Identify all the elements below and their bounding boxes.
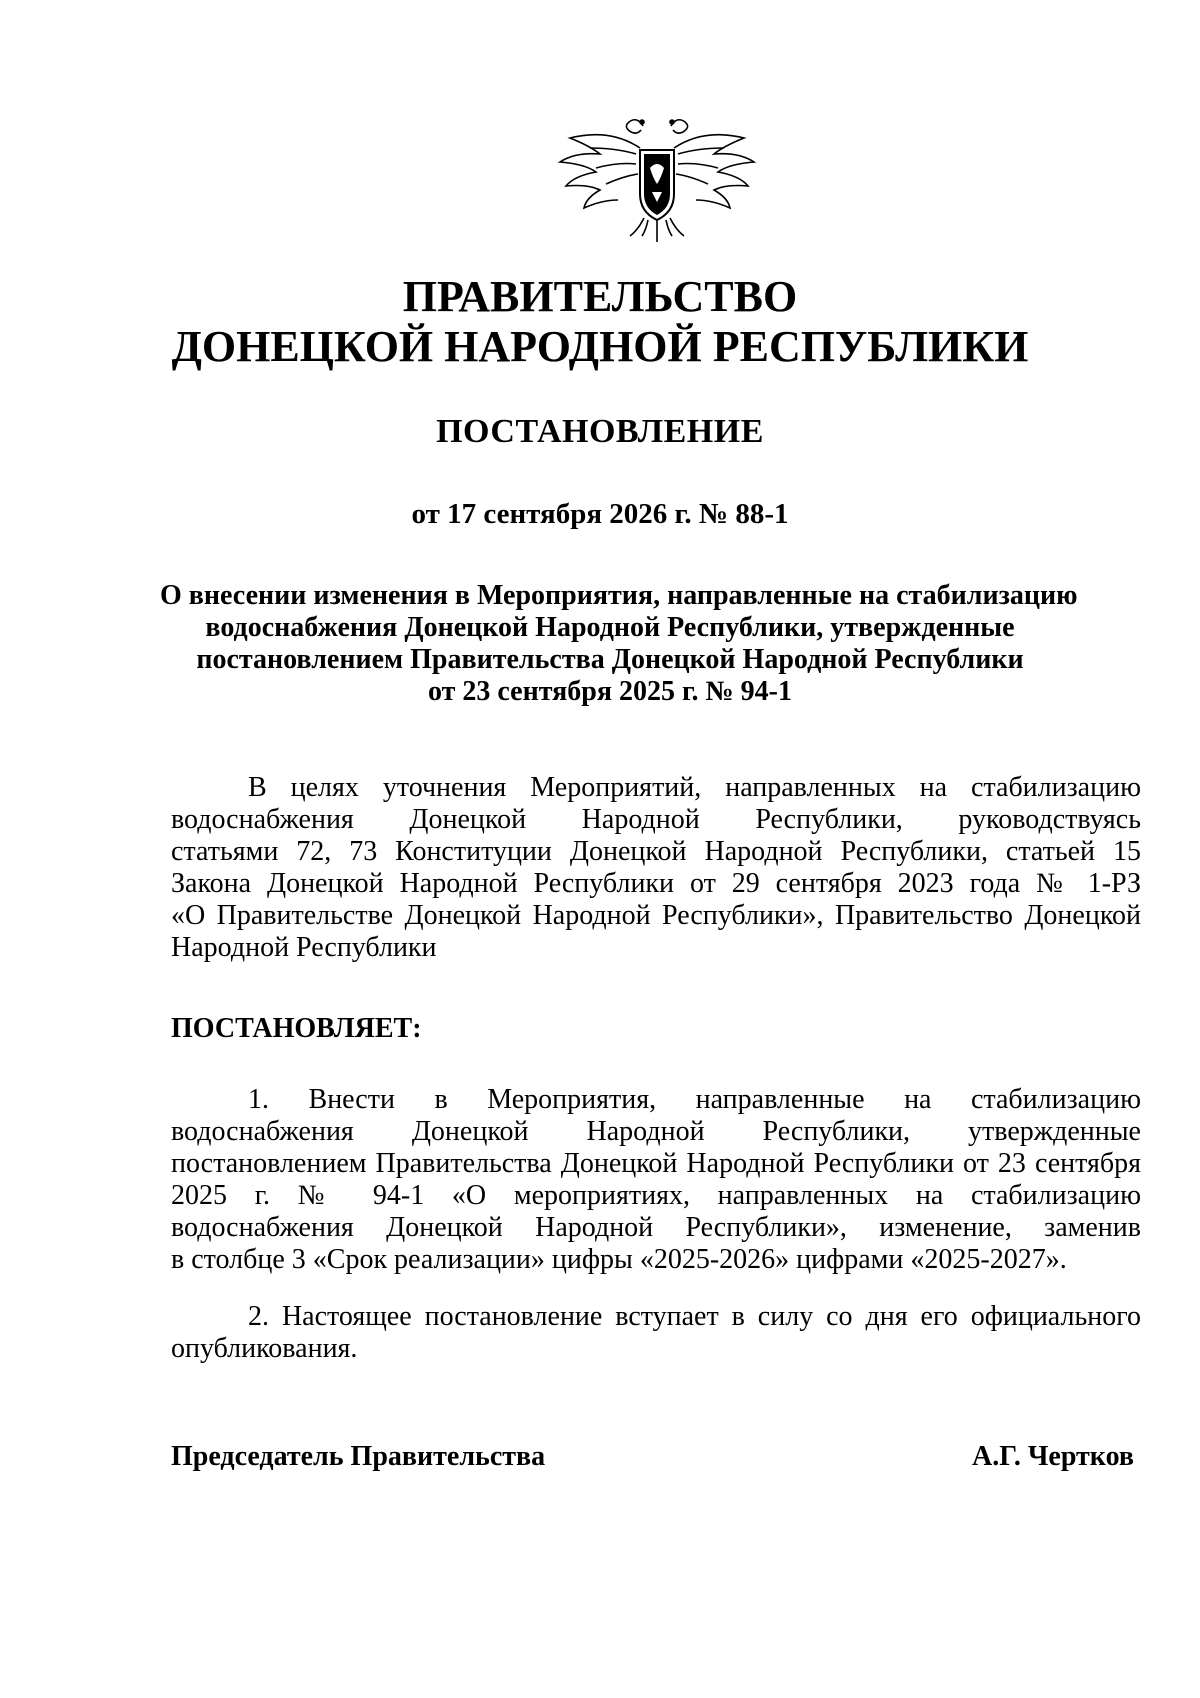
preamble-paragraph bbox=[171, 772, 1141, 964]
signatory-position: Председатель Правительства bbox=[171, 1441, 546, 1472]
item-line: водоснабжения Донецкой Народной Республики, утвержденные bbox=[171, 1116, 1141, 1147]
item-line: 1. Внести в Мероприятия, направленные на стабилизацию bbox=[248, 1084, 1141, 1115]
item-line: водоснабжения Донецкой Народной Республики», изменение, заменив bbox=[171, 1212, 1141, 1243]
preamble-line: В целях уточнения Мероприятий, направленных на стабилизацию bbox=[248, 772, 1141, 803]
item-line: постановлением Правительства Донецкой Народной Республики от 23 сентября bbox=[171, 1148, 1141, 1179]
document-date-number: от 17 сентября 2026 г. № 88-1 bbox=[411, 498, 789, 530]
item-line: 2. Настоящее постановление вступает в силу со дня его официального bbox=[248, 1301, 1141, 1332]
preamble-line: «О Правительстве Донецкой Народной Республики», Правительство Донецкой bbox=[171, 900, 1141, 931]
signatory-name: А.Г. Чертков bbox=[972, 1441, 1134, 1472]
subject-line: О внесении изменения в Мероприятия, направленные на стабилизацию bbox=[160, 580, 1078, 611]
government-title-line1: ПРАВИТЕЛЬСТВО bbox=[402, 272, 798, 321]
subject-line: от 23 сентября 2025 г. № 94-1 bbox=[428, 676, 792, 707]
resolution-item-2 bbox=[171, 1301, 1141, 1365]
resolves-label: ПОСТАНОВЛЯЕТ: bbox=[171, 1013, 422, 1044]
document-subject bbox=[160, 580, 1078, 708]
preamble-line: Народной Республики bbox=[171, 932, 437, 963]
item-line: 2025 г. № 94-1 «О мероприятиях, направленных на стабилизацию bbox=[171, 1180, 1141, 1211]
subject-line: постановлением Правительства Донецкой Народной Республики bbox=[196, 644, 1024, 675]
subject-line: водоснабжения Донецкой Народной Республики, утвержденные bbox=[205, 612, 1015, 643]
preamble-line: водоснабжения Донецкой Народной Республики, руководствуясь bbox=[171, 804, 1141, 835]
item-line: в столбце 3 «Срок реализации» цифры «2025-2026» цифрами «2025-2027». bbox=[171, 1244, 1067, 1275]
coat-of-arms-emblem bbox=[548, 108, 766, 258]
preamble-line: Закона Донецкой Народной Республики от 29 сентября 2023 года № 1-РЗ bbox=[171, 868, 1141, 899]
resolution-item-1 bbox=[171, 1084, 1141, 1276]
preamble-line: статьями 72, 73 Конституции Донецкой Народной Республики, статьей 15 bbox=[171, 836, 1141, 867]
document-type-heading: ПОСТАНОВЛЕНИЕ bbox=[436, 413, 764, 450]
government-title-line2: ДОНЕЦКОЙ НАРОДНОЙ РЕСПУБЛИКИ bbox=[171, 322, 1029, 371]
item-line: опубликования. bbox=[171, 1333, 358, 1364]
